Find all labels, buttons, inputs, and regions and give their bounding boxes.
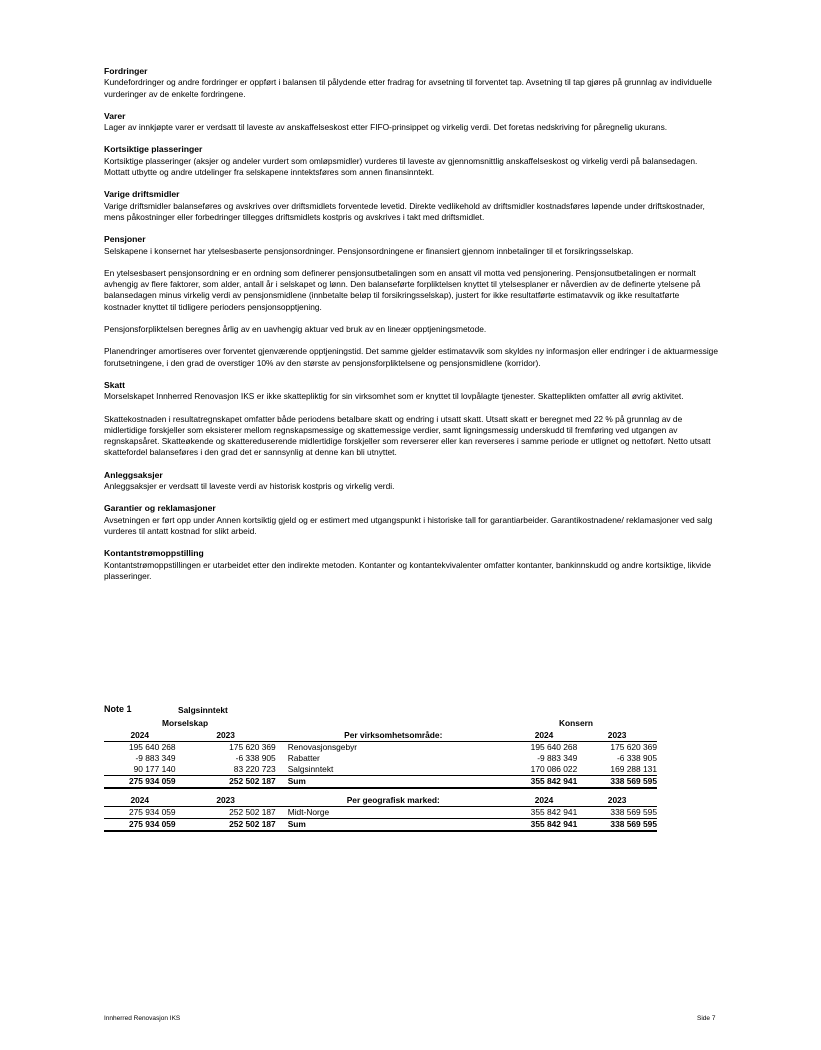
section-text: En ytelsesbasert pensjonsordning er en ordning som definerer pensjonsutbetalingen som en ansatt vil motta ved pensjonering. Pensjonsutbetalingen er normalt avhengig av flere faktorer, som alder, antall år i selskapet og lønn. Den balanseførte forpliktelsen knyttet til ytelsesplaner er nåverdien av de definerte ytelsene på balansedagen minus virkelig verdi av pensjonsmidlene (innbetalte beløp til forsikringsselskap), justert for ikke resultatførte estimatavvik og ikke resultatførte kostnader knyttet til tidligere perioders pensjonsopptjening.	[104, 267, 701, 312]
table-cell: Midt-Norge	[287, 807, 330, 817]
table-cell: 275 934 059	[104, 776, 176, 789]
section-kontantstrom	[104, 548, 718, 582]
section-text: Kortsiktige plasseringer (aksjer og andeler vurdert som omløpsmidler) vurderes til laveste av gjennomsnittlig anskaffelseskost og virkelig verdi på balansedagen. Mottatt utbytte og andre utdelinger fra selskapene inntektsføres som annen finansinntekt.	[104, 155, 698, 178]
table-cell: 355 842 941	[530, 807, 578, 817]
table-cell: 170 086 022	[530, 764, 578, 774]
section-text: Varige driftsmidler balanseføres og avskrives over driftsmidlets forventede levetid. Direkte vedlikehold av driftsmidler kostnadsføres løpende under driftskostnader, mens påkostninger eller forbedringer tillegges driftsmidlets kostpris og avskrives i takt med driftsmidlet.	[104, 200, 705, 222]
section-pensjoner	[104, 234, 718, 369]
section-heading: Kortsiktige plasseringer	[104, 144, 203, 155]
table-cell: Rabatter	[287, 753, 320, 763]
revenue-by-market-table	[104, 795, 657, 832]
revenue-by-segment-table	[104, 730, 657, 789]
table-cell: 338 569 595	[577, 776, 657, 789]
header-cell: 2023	[176, 730, 276, 742]
section-text: Avsetningen er ført opp under Annen kortsiktig gjeld og er estimert med utgangspunkt i historiske tall for garantiarbeider. Garantikostnadene/ reklamasjoner ved salg vurderes til antatt kostnad for slikt arbeid.	[104, 514, 713, 536]
table-cell: 175 620 369	[229, 742, 276, 752]
section-heading: Garantier og reklamasjoner	[104, 503, 216, 514]
table-header-row	[104, 795, 657, 807]
header-cell: 2024	[104, 795, 176, 807]
section-heading: Anleggsaksjer	[104, 469, 163, 480]
footer-page-number: Side 7	[697, 1015, 716, 1022]
table-cell: Sum	[276, 819, 511, 832]
header-cell: 2023	[577, 730, 657, 742]
table-cell: 275 934 059	[104, 819, 176, 832]
section-text: Lager av innkjøpte varer er verdsatt til laveste av anskaffelseskost etter FIFO-prinsippet og virkelig verdi. Det foretas nedskriving for påregnelig ukurans.	[104, 122, 668, 133]
table-row	[104, 753, 657, 764]
section-varige-driftsmidler	[104, 189, 718, 223]
table-cell: 252 502 187	[176, 776, 276, 789]
header-cell: 2023	[577, 795, 657, 807]
table-row	[104, 742, 657, 754]
table-cell: Salgsinntekt	[287, 764, 334, 774]
group-labels	[104, 718, 657, 730]
table-cell: 195 640 268	[530, 742, 578, 752]
section-heading: Skatt	[104, 379, 126, 390]
section-heading: Pensjoner	[104, 234, 146, 245]
table-header-row	[104, 730, 657, 742]
section-text: Kontantstrømoppstillingen er utarbeidet etter den indirekte metoden. Kontanter og kontantekvivalenter omfatter kontanter, bankinnskudd og andre kortsiktige, likvide plasseringer.	[104, 559, 712, 581]
table-cell: 195 640 268	[128, 742, 176, 752]
table-cell: -9 883 349	[537, 753, 578, 763]
section-heading: Kontantstrømoppstilling	[104, 548, 204, 559]
table-cell: -9 883 349	[135, 753, 176, 763]
section-text: Skattekostnaden i resultatregnskapet omfatter både periodens betalbare skatt og endring i utsatt skatt. Utsatt skatt er beregnet med 22 % på grunnlag av de midlertidige forskjeller som eksisterer mellom regnskapsmessige og skattemessige verdier, samt ligningsmessig underskudd til fremføring ved utgangen av regnskapsåret. Skatteøkende og skattereduserende midlertidige forskjeller som reverserer eller kan reverseres i samme periode er utlignet og nettoført. Netto utsatt skattefordel balanseføres i den grad det er sannsynlig at denne kan bli utnyttet.	[104, 413, 711, 458]
section-text: Planendringer amortiseres over forventet gjenværende opptjeningstid. Det samme gjelder estimatavvik som skyldes ny informasjon eller endringer i de aktuarmessige forutsetningene, i den grad de overstiger 10% av den største av pensjonsforpliktelsene og pensjonsmidlene (korridor).	[104, 346, 718, 368]
note-title: Salgsinntekt	[178, 705, 228, 715]
table-cell: -6 338 905	[235, 753, 276, 763]
table-cell: 169 288 131	[610, 764, 657, 774]
table-cell: 338 569 595	[610, 807, 657, 817]
section-fordringer	[104, 66, 718, 100]
header-cell: 2024	[511, 795, 577, 807]
table-row	[104, 807, 657, 819]
section-text: Selskapene i konsernet har ytelsesbaserte pensjonsordninger. Pensjonsordningene er finansiert gjennom innbetalinger til et forsikringsselskap.	[104, 245, 634, 256]
section-text: Pensjonsforpliktelsen beregnes årlig av en uavhengig aktuar ved bruk av en lineær opptjeningsmetode.	[104, 324, 487, 335]
section-anleggsaksjer	[104, 470, 718, 493]
table-cell: 338 569 595	[577, 819, 657, 832]
table-cell: 275 934 059	[128, 807, 176, 817]
section-text: Anleggsaksjer er verdsatt til laveste verdi av historisk kostpris og virkelig verdi.	[104, 481, 395, 492]
section-kortsiktige-plasseringer	[104, 144, 718, 178]
table-cell: 355 842 941	[511, 776, 577, 789]
group-morselskap: Morselskap	[162, 718, 209, 728]
header-cell: 2023	[176, 795, 276, 807]
section-skatt	[104, 380, 718, 459]
table-cell: 252 502 187	[229, 807, 276, 817]
table-cell: Sum	[276, 776, 511, 789]
note-number: Note 1	[104, 704, 132, 714]
header-cell: 2024	[104, 730, 176, 742]
table-cell: -6 338 905	[616, 753, 657, 763]
section-varer	[104, 111, 718, 134]
table-cell: 175 620 369	[610, 742, 657, 752]
section-garantier	[104, 503, 718, 537]
table-cell: 355 842 941	[511, 819, 577, 832]
section-text: Morselskapet Innherred Renovasjon IKS er ikke skattepliktig for sin virksomhet som er knyttet til lovpålagte tjenester. Skatteplikten omfatter all øvrig aktivitet.	[104, 391, 684, 402]
table-cell: 252 502 187	[176, 819, 276, 832]
accounting-principles	[104, 66, 718, 593]
section-heading: Varige driftsmidler	[104, 189, 180, 200]
section-heading: Varer	[104, 110, 126, 121]
section-text: Kundefordringer og andre fordringer er oppført i balansen til pålydende etter fradrag for avsetning til forventet tap. Avsetning til tap gjøres på grunnlag av individuelle vurderinger av de enkelte fordringene.	[104, 77, 712, 99]
header-cell: 2024	[511, 730, 577, 742]
group-konsern: Konsern	[559, 718, 593, 728]
footer-company: Innherred Renovasjon IKS	[104, 1015, 181, 1022]
table-cell: 83 220 723	[233, 764, 276, 774]
header-cell: Per virksomhetsområde:	[276, 730, 511, 742]
note-header	[104, 704, 657, 718]
header-cell: Per geografisk marked:	[276, 795, 511, 807]
section-heading: Fordringer	[104, 66, 148, 76]
table-sum-row	[104, 776, 657, 789]
note-salgsinntekt	[104, 704, 657, 832]
table-sum-row	[104, 819, 657, 832]
table-cell: 90 177 140	[133, 764, 176, 774]
table-cell: Renovasjonsgebyr	[287, 742, 358, 752]
table-row	[104, 764, 657, 776]
